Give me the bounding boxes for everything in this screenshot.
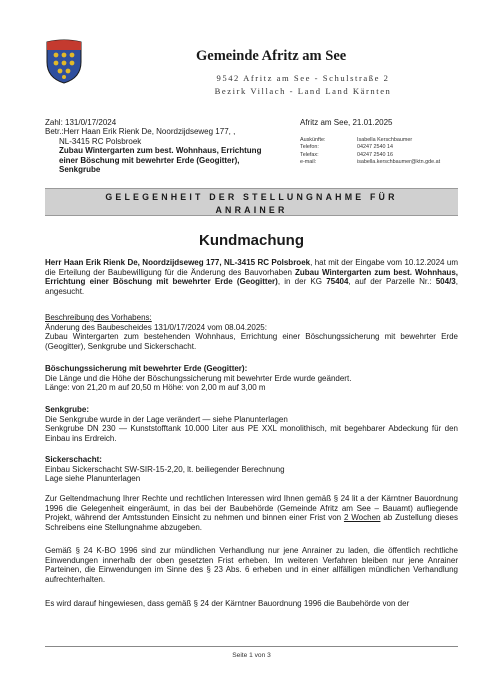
- description-line: Zubau Wintergarten zum bestehenden Wohnhaus, Errichtung einer Böschungssicherung mit bewehrter Erde (Geogitter), Senkgrube und Sickerschacht.: [45, 332, 458, 351]
- banner-line-2: ANRAINER: [215, 204, 288, 215]
- cesspit-section: [45, 405, 458, 443]
- document-title: Kundmachung: [199, 232, 304, 249]
- project-name: Zubau Wintergarten zum best. Wohnhaus, Errichtung einer Böschung mit bewehrter Erde (Geogitter): [45, 267, 458, 287]
- cadastral-number: 75404: [326, 277, 349, 287]
- address-line-1: 9542 Afritz am See - Schulstraße 2: [216, 73, 390, 83]
- description-section: [45, 313, 458, 351]
- description-line: Änderung des Baubescheides 131/0/17/2024 vom 08.04.2025:: [45, 322, 267, 332]
- file-number: Zahl: 131/0/17/2024: [45, 118, 117, 127]
- notice-paragraph: Es wird darauf hingewiesen, dass gemäß § 24 der Kärntner Bauordnung 1996 die Baubehörde von der: [45, 599, 410, 608]
- subject-project-line: Senkgrube: [59, 165, 101, 175]
- contact-row: Auskünfte: Isabella Kerschbaumer: [300, 137, 413, 143]
- document-date: Afritz am See, 21.01.2025: [300, 118, 393, 127]
- parcel-number: 504/3: [435, 277, 456, 287]
- contact-block: [300, 137, 440, 167]
- intro-paragraph: Herr Haan Erik Rienk De, Noordzijdseweg 177, NL-3415 RC Polsbroek, hat mit der Eingabe vom 10.12.2024 um die Erteilung der Baubewilligung für die Änderung des Bauvorhaben Zubau Wintergarten zum best. Wohnhaus, Errichtung einer Böschung mit bewehrter Erde (Geogitter), in der KG 75404, auf der Parzelle Nr.: 504/3, angesucht.: [45, 258, 458, 296]
- municipality-name: Gemeinde Afritz am See: [196, 48, 347, 64]
- subject-line: NL-3415 RC Polsbroek: [59, 136, 142, 146]
- footer-divider: [45, 646, 458, 647]
- slope-line: Die Länge und die Höhe der Böschungssicherung mit bewehrter Erde wurde geändert.: [45, 373, 352, 383]
- soakaway-heading: Sickerschacht:: [45, 455, 102, 464]
- contact-row: e-mail: isabella.kerschbaumer@ktn.gde.at: [300, 159, 441, 166]
- slope-heading: Böschungssicherung mit bewehrter Erde (Geogitter):: [45, 364, 248, 373]
- deadline: 2 Wochen: [343, 513, 381, 523]
- soakaway-line: Einbau Sickerschacht SW-SIR-15-2,20, lt. beiliegender Berechnung: [45, 464, 285, 474]
- slope-section: [45, 364, 458, 393]
- subject-project-line: einer Böschung mit bewehrter Erde (Geogitter),: [59, 155, 240, 165]
- description-heading: Beschreibung des Vorhabens:: [45, 313, 152, 322]
- contact-row: Telefax: 04247 2540 16: [300, 151, 393, 158]
- statement-banner: [45, 188, 458, 216]
- soakaway-line: Lage siehe Planunterlagen: [45, 474, 141, 484]
- applicant-name: Herr Haan Erik Rienk De, Noordzijdseweg 177, NL-3415 RC Polsbroek: [45, 258, 311, 267]
- cesspit-heading: Senkgrube:: [45, 405, 90, 414]
- cesspit-line: Senkgrube DN 230 — Kunststofftank 10.000 Liter aus PE XXL monolithisch, mit begehbarer Abdeckung für den Einbau ins Erdreich.: [45, 424, 458, 443]
- hearing-paragraph: Gemäß § 24 K-BO 1996 sind zur mündlichen Verhandlung nur jene Anrainer zu laden, die öffentlich rechtliche Einwendungen innerhalb der oben gesetzten Frist erheben. Im weiteren Verfahren bleiben nur jene Anrainer Parteinen, die Einwendungen im Sinne des § 23 Abs. 6 erheben und in einer allfälligen mündlichen Verhandlung aufrechterhalten.: [45, 546, 458, 584]
- coat-of-arms-icon: [46, 38, 82, 84]
- page-number: Seite 1 von 3: [232, 652, 271, 659]
- contact-email[interactable]: isabella.kerschbaumer@ktn.gde.at: [357, 159, 441, 166]
- banner-line-1: GELEGENHEIT DER STELLUNGNAHME FÜR: [105, 192, 398, 202]
- contact-row: Telefon: 04247 2540 14: [300, 144, 393, 151]
- cesspit-line: Die Senkgrube wurde in der Lage verändert — siehe Planunterlagen: [45, 414, 288, 424]
- soakaway-section: [45, 455, 458, 484]
- subject-project-line: Zubau Wintergarten zum best. Wohnhaus, Errichtung: [59, 146, 262, 156]
- rights-paragraph: Zur Geltendmachung Ihrer Rechte und rechtlichen Interessen wird Ihnen gemäß § 24 lit a der Kärntner Bauordnung 1996 die Gelegenheit eingeräumt, in das bei der Baubehörde (Gemeinde Afritz am See – Bauamt) aufliegende Projekt, während der Amtsstunden Einsicht zu nehmen und binnen einer Frist von 2 Wochen ab Zustellung dieses Schreibens eine Stellungnahme abzugeben.: [45, 494, 458, 532]
- address-line-2: Bezirk Villach - Land Land Kärnten: [214, 86, 392, 96]
- slope-line: Länge: von 21,20 m auf 20,50 m Höhe: von 2,00 m auf 3,00 m: [45, 383, 266, 393]
- subject-block: [45, 127, 285, 175]
- subject-line: Betr.:Herr Haan Erik Rienk De, Noordzijdseweg 177, ,: [45, 127, 236, 136]
